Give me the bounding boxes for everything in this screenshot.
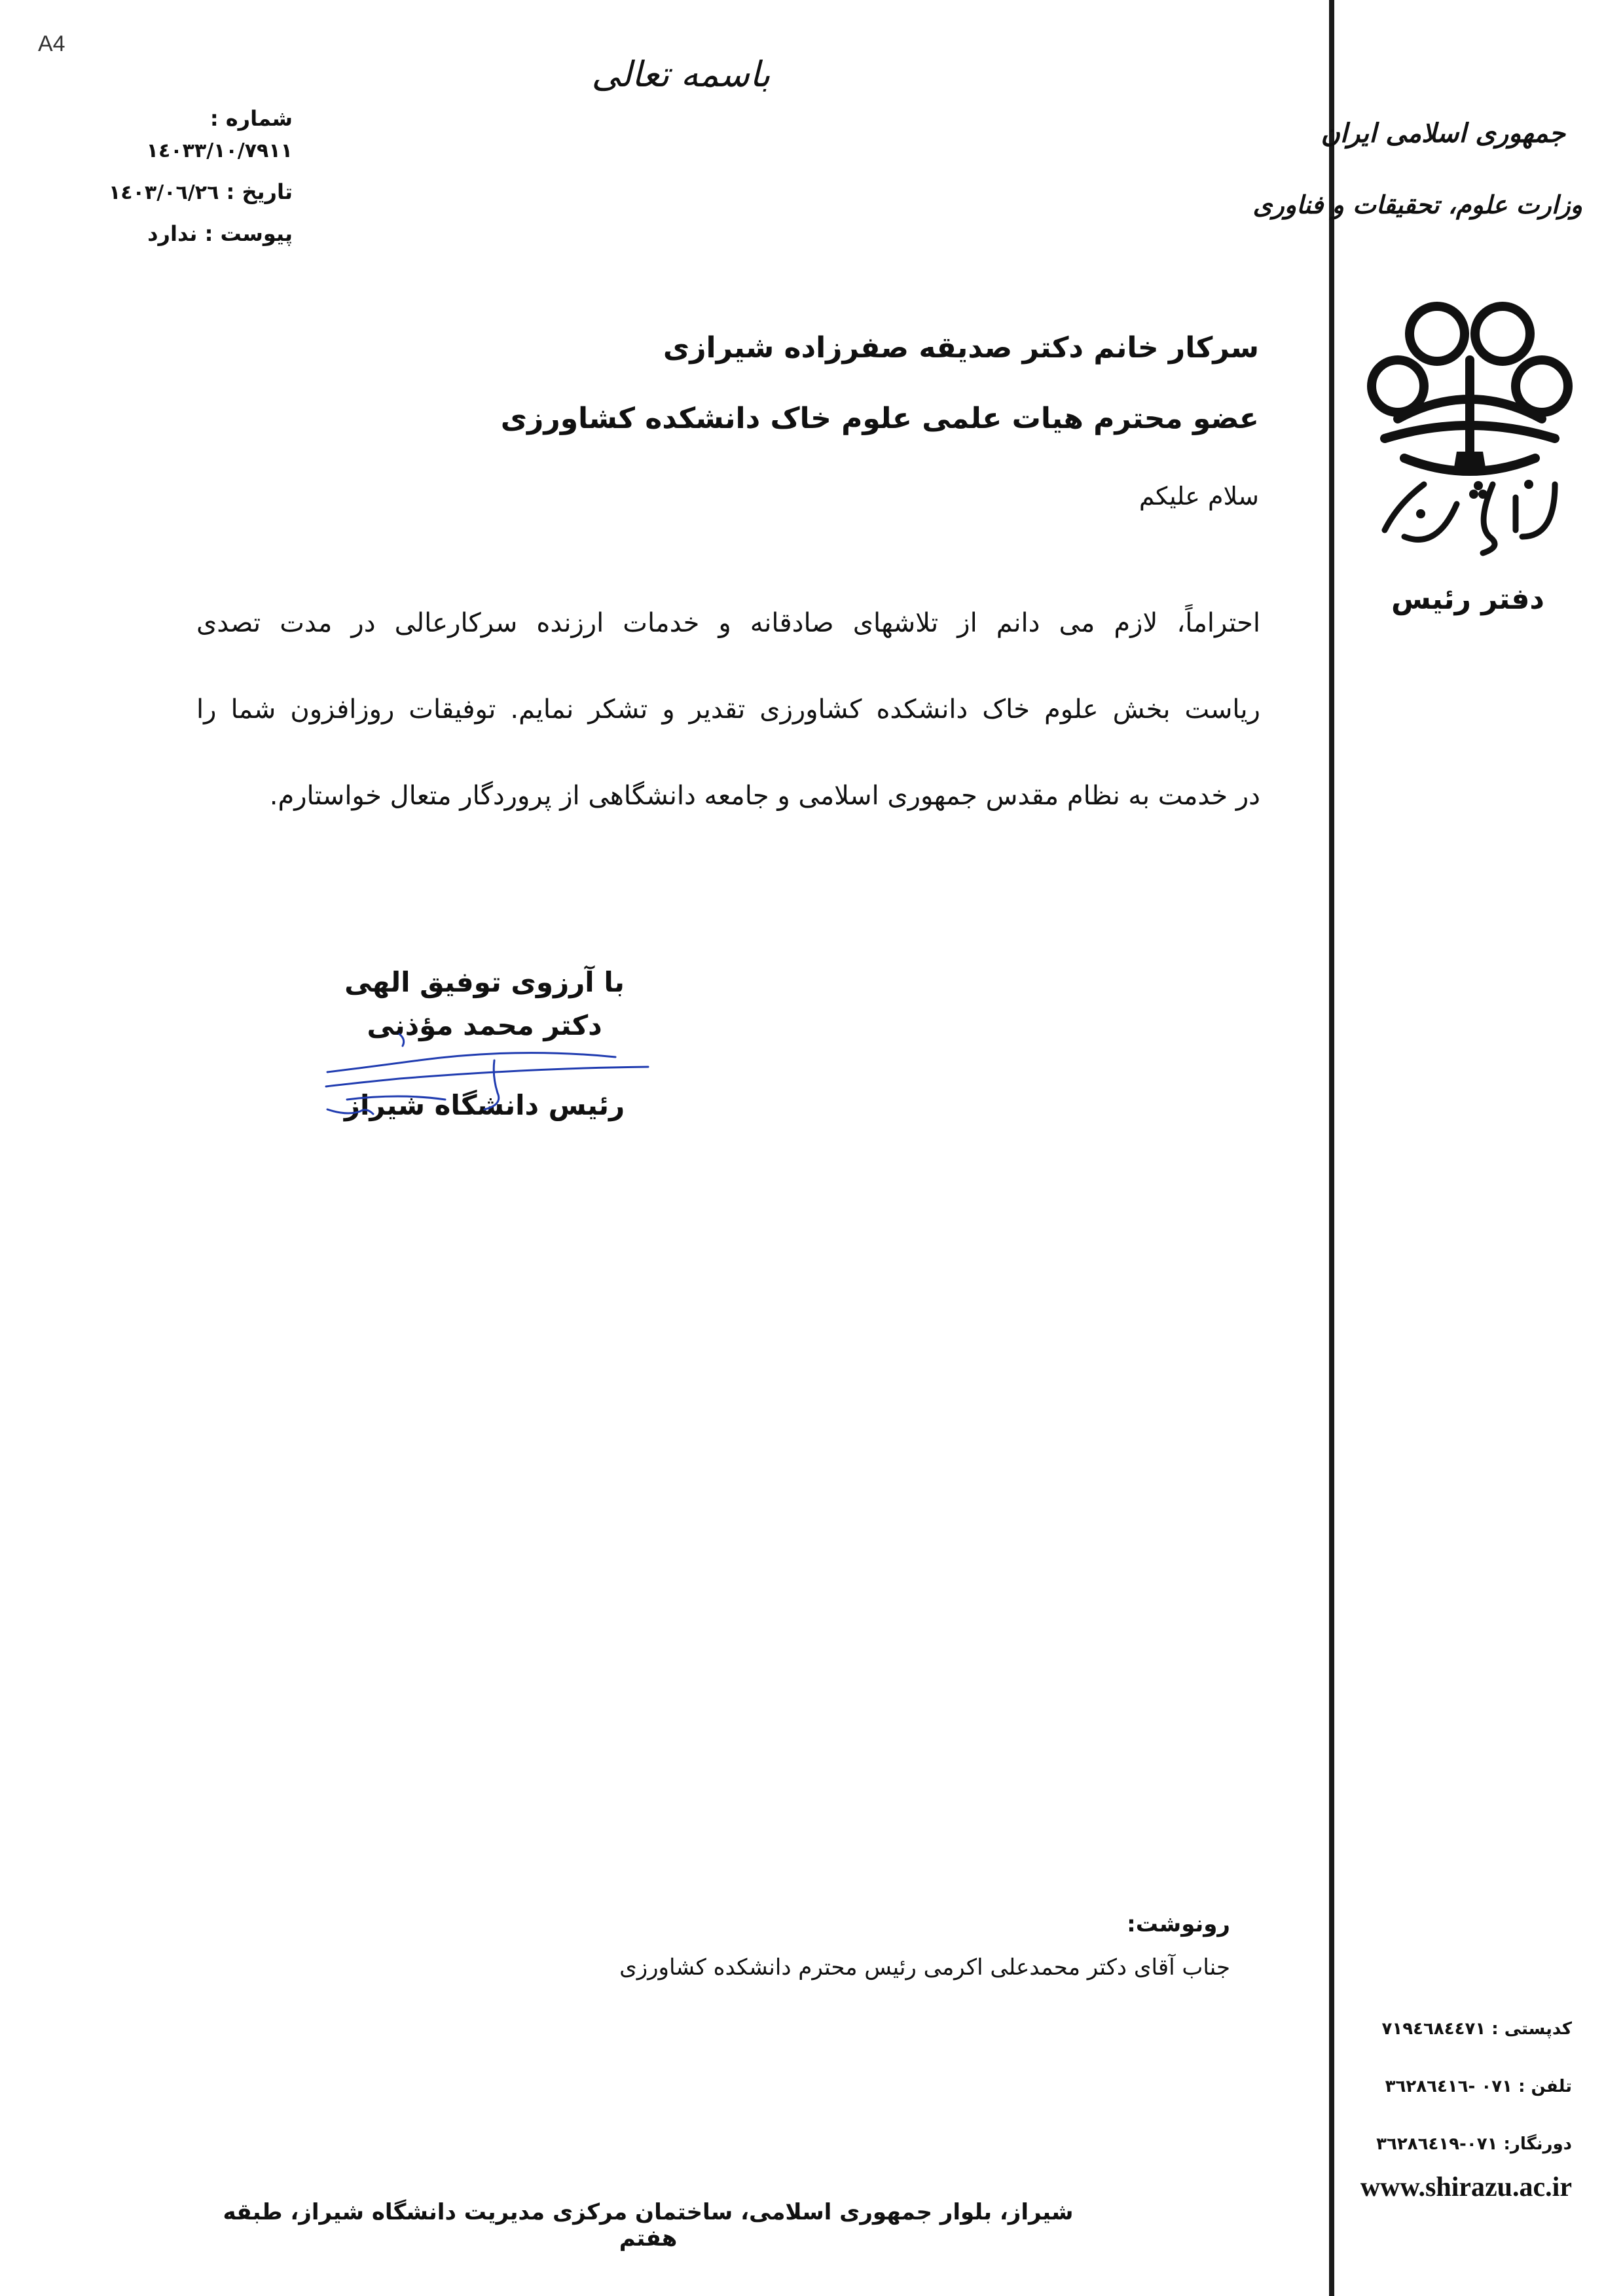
footer-address: شیراز، بلوار جمهوری اسلامی، ساختمان مرکزی مدیریت دانشگاه شیراز، طبقه هفتم	[223, 2199, 1074, 2251]
website-link[interactable]: www.shirazu.ac.ir	[1360, 2172, 1572, 2202]
office-title: دفتر رئیس	[1391, 583, 1544, 616]
attachment-label: پیوست :	[204, 221, 293, 246]
closing-phrase: با آرزوی توفیق الهی	[344, 966, 625, 998]
contact-info	[1376, 2000, 1572, 2173]
government-title: جمهوری اسلامی ایران	[1321, 118, 1565, 149]
body-line: احتراماً، لازم می دانم از تلاشهای صادقانه و خدمات ارزنده سرکارعالی در مدت تصدی	[196, 608, 1260, 638]
phone-value: ۰۷۱ -۳٦۲۸٦٤۱٦	[1385, 2077, 1512, 2096]
fax-label: دورنگار:	[1503, 2134, 1572, 2154]
postal-code-label: کدپستی :	[1491, 2019, 1572, 2039]
recipient-name: سرکار خانم دکتر صدیقه صفرزاده شیرازی	[663, 331, 1259, 365]
recipient-block	[501, 313, 1259, 454]
date-row	[109, 171, 293, 213]
paper-size-label: A4	[38, 31, 65, 56]
attachment-value: ندارد	[147, 221, 198, 246]
signer-title: رئیس دانشگاه شیراز	[344, 1089, 625, 1121]
sidebar-divider	[1329, 0, 1334, 2296]
phone-label: تلفن :	[1518, 2077, 1572, 2096]
fax-row	[1376, 2115, 1572, 2173]
number-value: ۱٤۰۳۳/۱۰/۷۹۱۱	[146, 139, 293, 162]
attachment-row	[109, 213, 293, 254]
postal-code-row	[1376, 2000, 1572, 2058]
signer-name: دکتر محمد مؤذنی	[367, 1009, 602, 1041]
cc-title: رونوشت:	[1127, 1911, 1230, 1937]
body-line: در خدمت به نظام مقدس جمهوری اسلامی و جامعه دانشگاهی از پروردگار متعال خواستارم.	[269, 781, 1260, 811]
university-logo	[1359, 288, 1581, 563]
phone-row	[1376, 2058, 1572, 2115]
basmala: باسمه تعالی	[591, 54, 771, 95]
letter-body	[196, 580, 1260, 839]
ministry-title: وزارت علوم، تحقیقات و فناوری	[1252, 190, 1582, 219]
date-value: ۱٤۰۳/۰٦/۲٦	[108, 181, 219, 204]
cc-recipient: جناب آقای دکتر محمدعلی اکرمی رئیس محترم دانشکده کشاورزی	[619, 1954, 1230, 1981]
recipient-position: عضو محترم هیات علمی علوم خاک دانشکده کشاورزی	[500, 402, 1259, 435]
letter-metadata	[109, 98, 293, 254]
number-label: شماره :	[210, 106, 293, 131]
body-line: ریاست بخش علوم خاک دانشکده کشاورزی تقدیر و تشکر نمایم. توفیقات روزافزون شما را	[196, 694, 1260, 725]
postal-code-value: ۷۱۹٤٦۸٤٤۷۱	[1381, 2019, 1486, 2039]
fax-value: ۰۷۱-۳٦۲۸٦٤۱۹	[1376, 2134, 1498, 2154]
date-label: تاریخ :	[226, 179, 293, 204]
number-value-row	[109, 130, 293, 171]
shiraz-university-emblem-icon	[1359, 288, 1581, 563]
greeting: سلام علیکم	[1139, 482, 1259, 511]
carbon-copy-block	[619, 1911, 1230, 1981]
handwritten-signature	[321, 995, 661, 1132]
